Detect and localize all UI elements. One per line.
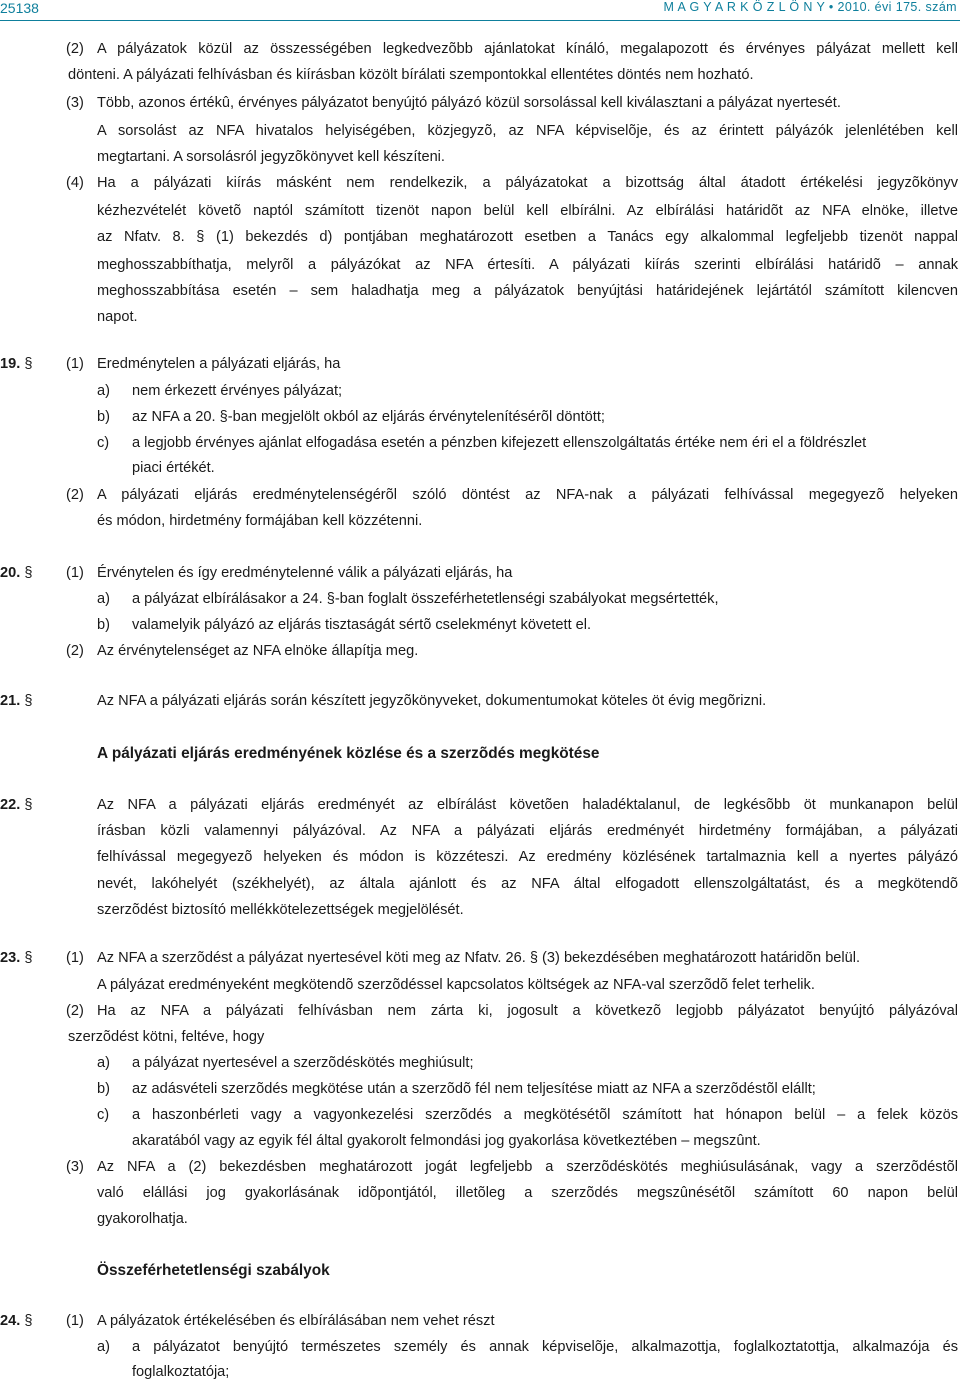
paragraph-number: (2): [66, 487, 84, 503]
text-line: írásban közli valamennyi pályázóval. Az NFA a pályázati eljárás eredményét hirdetmény formájában, a pályázati: [97, 823, 958, 839]
text-line: A pályázati eljárás eredménytelenségérõl szóló döntést az NFA-nak a pályázati felhívással megegyezõ helyeken: [97, 487, 958, 503]
item-text: akaratából vagy az egyik fél által gyakorolt felmondási jog gyakorlása következtében – megszûnt.: [132, 1133, 761, 1149]
text-line: dönteni. A pályázati felhívásban és kiírásban közölt bírálati szempontokkal ellentétes döntés nem hozható.: [68, 67, 754, 83]
text-line: való elállási jog gyakorlásának idõpontjától, illetõleg a szerzõdés megszûnésétõl számított 60 napon belül: [97, 1185, 958, 1201]
text-line: és módon, hirdetmény formájában kell közzétenni.: [97, 513, 423, 529]
text-line: szerzõdést biztosító mellékkötelezettségek megjelölését.: [97, 902, 464, 918]
page-number: 25138: [0, 0, 39, 16]
item-letter: a): [97, 383, 110, 399]
item-text: a legjobb érvényes ajánlat elfogadása esetén a pénzben kifejezett ellenszolgáltatás értéke nem éri el a földrészlet: [132, 435, 867, 451]
header-rule: [0, 20, 960, 21]
journal-title: M A G Y A R K Ö Z L Ö N Y • 2010. évi 175. szám: [663, 0, 957, 14]
text-line: A pályázatok értékelésében és elbírálásában nem vehet részt: [97, 1313, 495, 1329]
item-letter: c): [97, 1107, 110, 1123]
item-letter: a): [97, 1055, 110, 1071]
text-line: napot.: [97, 309, 138, 325]
text-line: Az NFA a pályázati eljárás eredményét az elbírálást követõen haladéktalanul, de legkésõbb öt munkanapon belül: [97, 797, 958, 813]
paragraph-number: (2): [66, 41, 84, 57]
text-line: meghosszabbítása esetén – sem haladhatja meg a pályázatok benyújtási határidejének lejártától számított kilencven: [97, 283, 958, 299]
paragraph-number: (1): [66, 1313, 84, 1329]
item-text: a pályázat nyertesével a szerzõdéskötés meghiúsult;: [132, 1055, 474, 1071]
section-number: 19. §: [0, 356, 33, 372]
text-line: az Nfatv. 8. § (1) bekezdés d) pontjában meghatározott esetben a Tanács egy alkalommal legfeljebb tizenöt nappal: [97, 229, 958, 245]
text-line: Az NFA a (2) bekezdésben meghatározott jogát legfeljebb a szerzõdéskötés meghiúsulásának, vagy a szerzõdéstõl: [97, 1159, 958, 1175]
item-text: a pályázatot benyújtó természetes személy és annak képviselõje, alkalmazottja, foglalkoztatottja, alkalmazója és: [132, 1339, 958, 1355]
item-text: piaci értékét.: [132, 460, 215, 476]
paragraph-number: (1): [66, 565, 84, 581]
paragraph-number: (4): [66, 175, 84, 191]
item-text: a haszonbérleti vagy a vagyonkezelési szerzõdés a megkötésétõl számított hat hónapon belül – a felek közös: [132, 1107, 958, 1123]
paragraph-number: (1): [66, 950, 84, 966]
paragraph-number: (1): [66, 356, 84, 372]
text-line: szerzõdést kötni, feltéve, hogy: [68, 1029, 265, 1045]
text-line: felhívással megegyezõ helyeken és módon is közzéteszi. Az eredmény közlésének tartalmaznia kell a nyertes pályázó: [97, 849, 958, 865]
subtitle-heading: A pályázati eljárás eredményének közlése és a szerzõdés megkötése: [97, 745, 600, 762]
item-text: foglalkoztatója;: [132, 1364, 230, 1380]
section-number: 21. §: [0, 693, 33, 709]
item-letter: a): [97, 1339, 110, 1355]
item-letter: a): [97, 591, 110, 607]
text-line: Ha az NFA a pályázati felhívásban nem zárta ki, jogosult a következõ legjobb pályázatot benyújtó pályázóval: [97, 1003, 958, 1019]
section-number: 20. §: [0, 565, 33, 581]
text-line: meghosszabbíthatja, melyrõl a pályázókat az NFA értesíti. A pályázati kiírás szerinti elbírálási határidõ – annak: [97, 257, 958, 273]
text-line: Több, azonos értékû, érvényes pályázatot benyújtó pályázó közül sorsolással kell kiválasztani a pályázat nyertesét.: [97, 95, 841, 111]
item-text: valamelyik pályázó az eljárás tisztaságát sértõ cselekményt követett el.: [132, 617, 592, 633]
text-line: Eredménytelen a pályázati eljárás, ha: [97, 356, 341, 372]
item-letter: b): [97, 617, 110, 633]
text-line: gyakorolhatja.: [97, 1211, 188, 1227]
paragraph-number: (3): [66, 95, 84, 111]
page-header: [0, 0, 960, 22]
section-number: 23. §: [0, 950, 33, 966]
text-line: A pályázat eredményeként megkötendõ szerzõdéssel kapcsolatos költségek az NFA-val szerzõdõ felet terhelik.: [97, 977, 815, 993]
text-line: megtartani. A sorsolásról jegyzõkönyvet kell készíteni.: [97, 149, 445, 165]
text-line: Az NFA a pályázati eljárás során készített jegyzõkönyveket, dokumentumokat köteles öt évig megõrizni.: [97, 693, 767, 709]
section-number: 22. §: [0, 797, 33, 813]
paragraph-number: (3): [66, 1159, 84, 1175]
text-line: Az érvénytelenséget az NFA elnöke állapítja meg.: [97, 643, 419, 659]
text-line: kézhezvételét követõ naptól számított tizenöt napon belül kell elbírálni. Az elbírálási határidõt az NFA elnöke, illetve: [97, 203, 958, 219]
text-line: Ha a pályázati kiírás másként nem rendelkezik, a pályázatokat a bizottság által átadott értékelési jegyzõkönyv: [97, 175, 958, 191]
item-letter: b): [97, 1081, 110, 1097]
text-line: Az NFA a szerzõdést a pályázat nyertesével köti meg az Nfatv. 26. § (3) bekezdésében meghatározott határidõn belül.: [97, 950, 861, 966]
item-letter: c): [97, 435, 110, 451]
text-line: Érvénytelen és így eredménytelenné válik a pályázati eljárás, ha: [97, 565, 513, 581]
item-text: nem érkezett érvényes pályázat;: [132, 383, 343, 399]
paragraph-number: (2): [66, 1003, 84, 1019]
section-number: 24. §: [0, 1313, 33, 1329]
text-line: nevét, lakóhelyét (székhelyét), az általa ajánlott és az NFA által elfogadott ellenszolgáltatást, és a megkötendõ: [97, 876, 958, 892]
item-letter: b): [97, 409, 110, 425]
paragraph-number: (2): [66, 643, 84, 659]
item-text: a pályázat elbírálásakor a 24. §-ban foglalt összeférhetetlenségi szabályokat megsértették,: [132, 591, 719, 607]
text-line: A pályázatok közül az összességében legkedvezõbb ajánlatokat kínáló, megalapozott és érvényes pályázat mellett kell: [97, 41, 958, 57]
text-line: A sorsolást az NFA hivatalos helyiségében, közjegyzõ, az NFA képviselõje, és az érintett pályázók jelenlétében kell: [97, 123, 958, 139]
item-text: az NFA a 20. §-ban megjelölt okból az eljárás érvénytelenítésérõl döntött;: [132, 409, 605, 425]
subtitle-heading: Összeférhetetlenségi szabályok: [97, 1262, 330, 1279]
item-text: az adásvételi szerzõdés megkötése után a szerzõdõ fél nem teljesítése miatt az NFA a szerzõdéstõl elállt;: [132, 1081, 816, 1097]
